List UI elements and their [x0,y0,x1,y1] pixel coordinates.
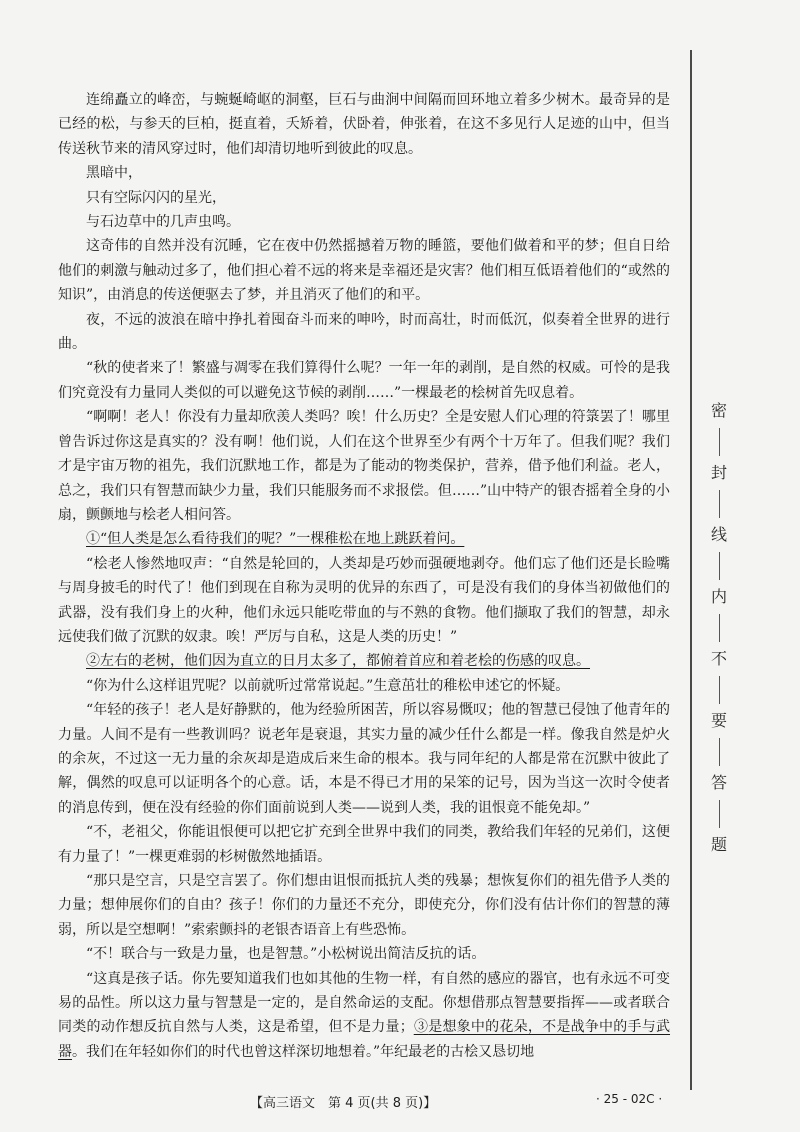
seal-char-6: 要 [710,711,727,730]
paragraph-11: “年轻的孩子！老人是好静默的，他为经验所困苦，所以容易慨叹；他的智慧已侵蚀了他青年的力量。人间不是有一些教训吗？说老年是衰退，其实力量的减少任什么都是一样。像我自然是炉火的余灰，不过这一无力量的余灰却是造成后来生命的根本。我与同年纪的人都是常在沉默中彼此了解，偶然的叹息可以证明各个的心意。话，本是不得已才用的呆笨的记号，因为当这一次时令使者的消息传到，便在没有经验的你们面前说到人类——说到人类，我的诅恨竟不能免却。” [58,702,670,816]
binding-line [690,50,692,1090]
paragraph-9: “桧老人惨然地叹声：“自然是轮回的，人类却是巧妙而强硬地剥夺。他们忘了他们还是长睑嘴与周身披毛的时代了！他们到现在自称为灵明的优异的东西了，可是没有我们的身体当初做他们的武器，没有我们身上的火种，他们永远只能吃带血的与不熟的食物。他们撷取了我们的智慧，却永远使我们做了沉默的奴隶。唉！严厉与自私，这是人类的历史！” [58,555,670,645]
paragraph-15-before: “这真是孩子话。你先要知道我们也如其他的生物一样，有自然的感应的器官，也有永远不可变易的品性。所以这力量与智慧是一定的，是自然命运的支配。你想借那点智慧要指挥——或者联合同类的动作想反抗自然与人类，这是希望，但不是力量； [58,970,670,1036]
seal-divider [719,676,720,704]
seal-divider [719,738,720,766]
seal-char-4: 内 [710,587,727,606]
question-2-text: 左右的老树，他们因为直立的日月太多了，都俯着首应和着老桧的伤感的叹息。 [100,653,590,670]
passage [58,88,670,1064]
seal-divider [719,800,720,828]
question-1-marker: ① [86,531,100,548]
seal-divider [719,552,720,580]
question-3-marker: ③ [413,1019,429,1036]
question-1-text: “但人类是怎么看待我们的呢？”一棵稚松在地上跳跃着问。 [100,531,465,548]
page-footer: 【高三语文 第 4 页(共 8 页)】 [250,1096,437,1111]
paragraph-12: “不，老祖父，你能诅恨便可以把它扩充到全世界中我们的同类，教给我们年轻的兄弟们，这便有力量了！”一棵更难弱的杉树傲然地插语。 [58,824,670,865]
paragraph-10: “你为什么这样诅咒呢？以前就听过常常说起。”生意茁壮的稚松申述它的怀疑。 [86,677,570,694]
question-3-text: 是想象中的花朵，不是战争中的手与武器 [58,1019,671,1060]
seal-divider [719,490,720,518]
exam-code: · 25 - 02C · [596,1092,663,1106]
paragraph-14: “不！联合与一致是力量，也是智慧。”小松树说出简洁反抗的话。 [86,946,486,963]
paragraph-13: “那只是空言，只是空言罢了。你们想由诅恨而抵抗人类的残暴；想恢复你们的祖先借予人类的力量；想伸展你们的自由？孩子！你们的力量还不充分，即使充分，你们没有估计你们的智慧的薄弱，所以是空想啊！”索索颤抖的老银杏语音上有些恐怖。 [58,873,670,938]
question-2-sentence [58,649,670,673]
paragraph-5: 这奇伟的自然并没有沉睡，它在夜中仍然摇撼着万物的睡篮，要他们做着和平的梦；但自日给他们的刺激与触动过多了，他们担心着不远的将来是幸福还是灾害？他们相互低语着他们的“或然的知识”，由消息的传送便驱去了梦，并且消灭了他们的和平。 [58,238,670,304]
seal-char-3: 线 [710,525,727,544]
seal-line-notice [700,400,738,1050]
seal-char-8: 题 [710,835,727,854]
paragraph-2: 黑暗中， [86,165,142,182]
seal-char-7: 答 [710,773,727,792]
question-1-sentence [58,527,670,551]
question-2-marker: ② [86,653,100,670]
paragraph-4: 与石边草中的几声虫鸣。 [86,214,240,231]
paragraph-15-after: 。我们在年轻如你们的时代也曾这样深切地想着。”年纪最老的古桧又恳切地 [72,1043,535,1060]
seal-char-5: 不 [710,649,727,668]
paragraph-1: 连绵矗立的峰峦，与蜿蜒崎岖的洞壑，巨石与曲涧中间隔而回环地立着多少树木。最奇异的是已经的松，与参天的巨柏，挺直着，夭矫着，伏卧着，伸张着，在这不多见行人足迹的山中，但当传送秋节来的清风穿过时，他们却清切地听到彼此的叹息。 [58,92,670,157]
paragraph-15 [58,967,670,1065]
seal-char-1: 密 [710,401,727,420]
seal-divider [719,614,720,642]
paragraph-7: “秋的使者来了！繁盛与凋零在我们算得什么呢？一年一年的剥削，是自然的权威。可怜的是我们究竟没有力量同人类似的可以避免这节候的剥削……”一棵最老的桧树首先叹息着。 [58,360,670,401]
seal-divider [719,428,720,456]
paragraph-8: “啊啊！老人！你没有力量却欣羡人类吗？唉！什么历史？全是安慰人们心理的符箓罢了！哪里曾告诉过你这是真实的？没有啊！他们说，人们在这个世界至少有两个十万年了。但我们呢？我们才是宇宙万物的祖先，我们沉默地工作，都是为了能动的物类保护，营养，借予他们利益。老人，总之，我们只有智慧而缺少力量，我们只能服务而不求报偿。但……”山中特产的银杏摇着全身的小扇，颤颤地与桧老人相问答。 [58,409,670,523]
paragraph-3: 只有空际闪闪的星光， [86,189,226,206]
paragraph-6: 夜，不远的波浪在暗中挣扎着囤奋斗而来的呻吟，时而高壮，时而低沉，似奏着全世界的进行曲。 [58,311,670,353]
seal-char-2: 封 [710,463,727,482]
